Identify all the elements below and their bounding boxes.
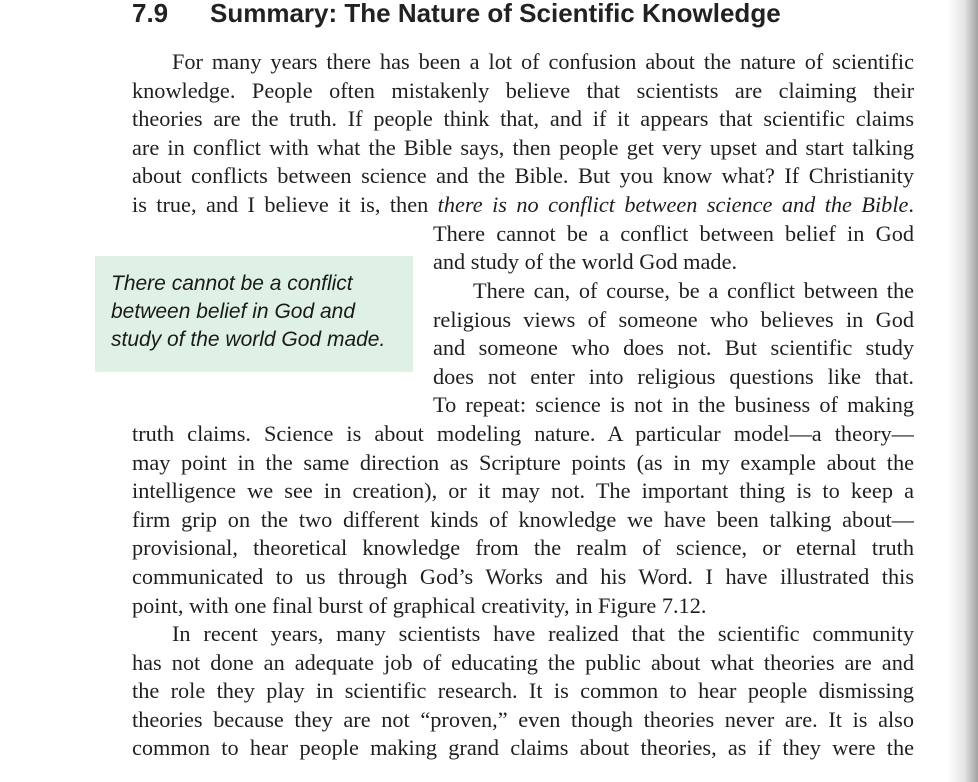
pull-quote-text: There cannot be a conflict between belief in God and study of the world God made.: [111, 272, 386, 351]
text-line: In recent years, many scientists have realized that the scientific community: [172, 621, 914, 646]
text-line: common to hear people making grand claims about theories, as if they were the: [132, 735, 914, 760]
text-line: To repeat: science is not in the business of making: [433, 392, 914, 417]
text-line: are in conflict with what the Bible says, then people get very upset and start talking: [132, 135, 914, 160]
text-line: religious views of someone who believes in God: [433, 307, 914, 332]
text-run: is true, and I believe it is, then: [132, 192, 429, 217]
text-line: intelligence we see in creation), or it may not. The important thing is to keep a: [132, 478, 914, 503]
text-line: theories because they are not “proven,” even though theories never are. It is also: [132, 707, 914, 732]
text-line: and someone who does not. But scientific study: [433, 335, 914, 360]
text-line: does not enter into religious questions like that.: [433, 364, 914, 389]
text-line: For many years there has been a lot of confusion about the nature of scientific: [172, 49, 914, 74]
section-number: 7.9: [132, 0, 169, 28]
text-line: point, with one final burst of graphical creativity, in Figure 7.12.: [132, 593, 707, 618]
text-line: theories are the truth. If people think that, and if it appears that scientific claims: [132, 106, 914, 131]
text-line: There cannot be a conflict between belief in God: [433, 221, 914, 246]
text-line: and study of the world God made.: [433, 249, 738, 274]
text-line: [132, 191, 914, 220]
text-run: .: [908, 192, 914, 217]
text-line: firm grip on the two different kinds of knowledge we have been talking about—: [132, 507, 914, 532]
page-edge-shadow: [948, 0, 978, 782]
text-line: provisional, theoretical knowledge from the realm of science, or eternal truth: [132, 535, 914, 560]
text-line: may point in the same direction as Scripture points (as in my example about the: [132, 450, 914, 475]
text-line: has not done an adequate job of educating the public about what theories are and: [132, 650, 914, 675]
text-line: communicated to us through God’s Works and his Word. I have illustrated this: [132, 564, 914, 589]
text-line: truth claims. Science is about modeling nature. A particular model—a theory—: [132, 421, 914, 446]
text-line: the role they play in scientific research. It is common to hear people dismissing: [132, 678, 914, 703]
text-line: knowledge. People often mistakenly believe that scientists are claiming their: [132, 78, 914, 103]
text-line: about conflicts between science and the Bible. But you know what? If Christianity: [132, 163, 914, 188]
section-title: Summary: The Nature of Scientific Knowledge: [210, 0, 781, 28]
pull-quote-box: [95, 256, 413, 372]
section-heading: [132, 0, 781, 30]
emphasis-text: there is no conflict between science and the Bible: [437, 192, 909, 217]
text-line: There can, of course, be a conflict between the: [473, 278, 914, 303]
